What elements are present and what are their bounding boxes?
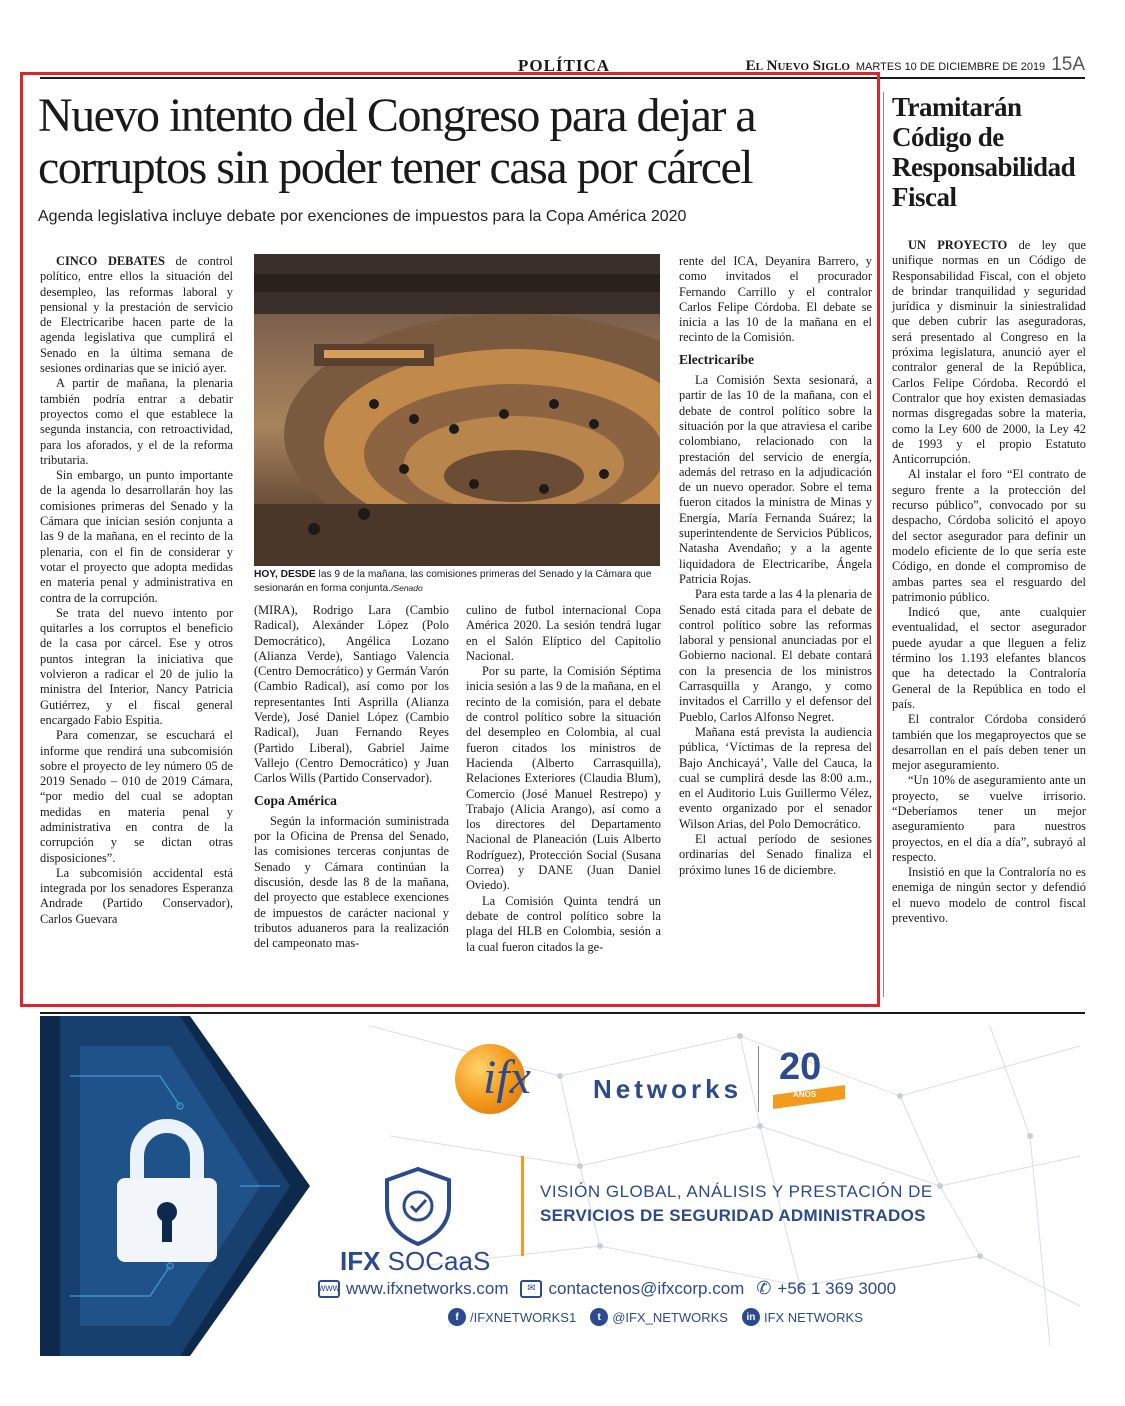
brand-mark: ifx (483, 1051, 531, 1104)
brand-separator (758, 1046, 759, 1112)
article-column-1 (40, 254, 233, 927)
website-contact[interactable]: www www.ifxnetworks.com (318, 1278, 509, 1298)
twitter-link[interactable]: t @IFX_NETWORKS (590, 1308, 728, 1326)
photo-caption: HOY, DESDE las 9 de la mañana, las comisiones primeras del Senado y la Cámara que sesionarán en forma conjunta./Senado (254, 569, 652, 594)
paragraph: culino de futbol internacional Copa América 2020. La sesión tendrá lugar en el Salón Elíptico del Capitolio Nacional. (466, 603, 661, 663)
tagline-line-2: SERVICIOS DE SEGURIDAD ADMINISTRADOS (540, 1206, 926, 1225)
lead-words: CINCO DEBATES (56, 254, 165, 268)
issue-date: MARTES 10 DE DICIEMBRE DE 2019 (855, 61, 1046, 73)
anniversary-label: AÑOS (793, 1090, 817, 1099)
tagline-line-1: VISIÓN GLOBAL, ANÁLISIS Y PRESTACIÓN DE (540, 1182, 933, 1201)
paragraph: Sin embargo, un punto importante de la agenda lo desarrollarán hoy las comisiones primeras del Senado y la Cámara que inician sesión conjunta a las 9 de la mañana, en el recinto de la plenaria, con el fin de considerar y votar el proyecto que adopta medidas en materia penal y administrativa en contra de la corrupción. (40, 468, 233, 605)
sidebar-headline: Tramitarán Código de Responsabilidad Fiscal (892, 92, 1076, 212)
paragraph: UN PROYECTO de ley que unifique normas en un Código de Responsabilidad Fiscal, con el objeto de brindar tranquilidad y seguridad jurídica y disminuir la siniestralidad que deben cubrir las aseguradoras, será presentado al Congreso en la próxima legislatura, anunció ayer el contralor general de la República, Carlos Felipe Córdoba. Recordó el Contralor que hoy existen demasiadas normas disgregadas sobre la materia, como la Ley 600 de 2000, la Ley 42 de 1993 y el propio Estatuto Anticorrupción. (892, 238, 1086, 467)
article-subheadline: Agenda legislativa incluye debate por exenciones de impuestos para la Copa América 2020 (38, 208, 687, 225)
subheading-electricaribe: Electricaribe (679, 351, 754, 367)
article-column-4 (679, 254, 872, 878)
paragraph: Mañana está prevista la audiencia pública, ‘Víctimas de la represa del Bajo Anchicayá’, Valle del Cauca, la cual se cumplirá desde las 8:00 a.m., en el Auditorio Luis Guillermo Vélez, evento organizado por el senador Wilson Arias, del Polo Democrático. (679, 724, 872, 831)
article-column-2 (254, 603, 449, 952)
top-rule (40, 77, 1085, 79)
paragraph: Según la información suministrada por la Oficina de Prensa del Senado, las comisiones terceras conjuntas de Senado y Cámara continúan la discusión, desde las 8 de la mañana, del proyecto que establece exenciones de impuestos de carácter nacional y tributos aduaneros para la realización del campeonato mas- (254, 813, 449, 951)
photo-illustration (254, 254, 660, 566)
sidebar-column (892, 238, 1086, 926)
paragraph: Insistió en que la Contraloría no es enemiga de ningún sector y defendió el nuevo modelo de control fiscal preventivo. (892, 865, 1086, 926)
paragraph: Por su parte, la Comisión Séptima inicia sesión a las 9 de la mañana, en el recinto de la comisión, para el debate de control político sobre la situación del desempleo en Colombia, al cual fueron citados los ministros de Hacienda (Alberto Carrasquilla), Relaciones Exteriores (Claudia Blum), Comercio (José Manuel Restrepo) y Trabajo (Alicia Arango), así como a los directores del Departamento Nacional de Planeación (Luis Alberto Rodríguez), Protección Social (Susana Correa) y DANE (Juan Daniel Oviedo). (466, 664, 661, 893)
column-divider (883, 92, 884, 997)
photo-credit: /Senado (391, 582, 423, 593)
masthead: El Nuevo Siglo (745, 58, 850, 74)
paragraph: Para esta tarde a las 4 la plenaria de Senado está citada para el debate de control político sobre las reformas laboral y pensional anunciadas por el Gobierno nacional. El debate contará con la presencia de los ministros Carrasquilla y Arango, y como invitados el Carrillo y el defensor del Pueblo, Carlos Alfonso Negret. (679, 587, 872, 724)
paragraph: Al instalar el foro “El contrato de seguro frente a la protección del recurso público”, convocado por su despacho, Córdoba solicitó el apoyo del sector asegurador para definir un modelo eficiente de lo que sería este Código, en donde el compromiso de ambas partes sea el resguardo del patrimonio público. (892, 467, 1086, 604)
paragraph: CINCO DEBATES de control político, entre ellos la situación del desempleo, las reformas laboral y pensional y la prestación de servicio de Electricaribe hacen parte de la agenda legislativa que cumplirá el Senado en la última semana de sesiones ordinarias que se inició ayer. (40, 254, 233, 376)
facebook-link[interactable]: f /IFXNETWORKS1 (448, 1308, 576, 1326)
facebook-icon: f (448, 1308, 466, 1326)
web-icon: www (318, 1280, 340, 1298)
page-number: 15A (1051, 54, 1085, 75)
brand-name: Networks (593, 1073, 743, 1104)
padlock-icon (112, 1116, 222, 1266)
paragraph: A partir de mañana, la plenaria también podría entrar a debatir proyectos como el que establece la segunda instancia, con retroactividad, para los aforados, y el de la reforma tributaria. (40, 376, 233, 467)
product-name: IFX SOCaaS (340, 1246, 491, 1276)
paragraph: Para comenzar, se escuchará el informe que rendirá una subcomisión sobre el proyecto de ley número 05 de 2019 Senado – 010 de 2019 Cámara, “por medio del cual se adoptan medidas en materia penal y administrativa en contra de la corrupción y se dictan otras disposiciones”. (40, 728, 233, 865)
paragraph: rente del ICA, Deyanira Barrero, y como invitados el procurador Fernando Carrillo y el contralor Carlos Felipe Córdoba. El debate se inicia a las 10 de la mañana en el recinto de la Comisión. (679, 254, 872, 345)
accent-bar (521, 1156, 524, 1256)
section-label: POLÍTICA (518, 56, 611, 75)
twitter-icon: t (590, 1308, 608, 1326)
phone-icon: ✆ (756, 1278, 772, 1298)
page-header (746, 54, 1085, 76)
phone-contact[interactable]: ✆ +56 1 369 3000 (756, 1278, 897, 1298)
globe-icon (455, 1044, 531, 1114)
mail-icon: ✉ (520, 1280, 542, 1298)
email-contact[interactable]: ✉ contactenos@ifxcorp.com (520, 1279, 744, 1299)
paragraph: “Un 10% de aseguramiento ante un proyecto, se vuelve irrisorio. “Deberíamos tener un mejor aseguramiento para nuestros proyectos, en el día a día”, subrayó al respecto. (892, 773, 1086, 864)
social-row (448, 1308, 863, 1326)
anniversary-badge (769, 1046, 849, 1112)
paragraph: El actual período de sesiones ordinarias del Senado finaliza el próximo lunes 16 de diciembre. (679, 831, 872, 877)
article-headline: Nuevo intento del Congreso para dejar a corruptos sin poder tener casa por cárcel (38, 89, 756, 194)
lead-words: UN PROYECTO (908, 238, 1008, 252)
ifx-brand-logo (455, 1044, 849, 1114)
ad-rule (40, 1012, 1085, 1014)
paragraph: La Comisión Sexta sesionará, a partir de las 10 de la mañana, con el debate de control político sobre la situación por la que atraviesa el caribe colombiano, relacionado con la prestación del servicio de energía, además del retraso en la adjudicación de un nuevo operador. Sobre el tema fueron citados la ministra de Minas y Energía, María Fernanda Suárez; la superintendente de Servicios Públicos, Natasha Avendaño; y a la agente liquidadora de Electricaribe, Ángela Patricia Rojas. (679, 373, 872, 586)
ifx-advertisement (40, 1016, 1085, 1356)
paragraph: Se trata del nuevo intento por quitarles a los corruptos el beneficio de la casa por cárcel. Ese y otros puntos integran la iniciativa que volvieron a radicar el 20 de julio la ministra del Interior, Nancy Patricia Gutiérrez, y el fiscal general encargado Fabio Espitia. (40, 605, 233, 727)
linkedin-icon: in (742, 1308, 760, 1326)
paragraph: (MIRA), Rodrigo Lara (Cambio Radical), Alexánder López (Polo Democrático), Angélica Lozano (Alianza Verde), Santiago Valencia (Centro Democrático) y Germán Varón (Cambio Radical), así como por los representantes Inti Asprilla (Alianza Verde), José Daniel López (Cambio Radical), Juan Fernando Reyes (Partido Liberal), Gabriel Jaime Vallejo (Centro Democrático) y Juan Carlos Wills (Partido Conservador). (254, 603, 449, 786)
article-column-3 (466, 603, 661, 955)
senate-chamber-photo (254, 254, 660, 566)
paragraph: La Comisión Quinta tendrá un debate de control político sobre la plaga del HLB en Colombia, sesión a la cual fueron citados la ge- (466, 893, 661, 954)
linkedin-link[interactable]: in IFX NETWORKS (742, 1308, 863, 1326)
paragraph: Indicó que, ante cualquier eventualidad, el sector asegurador puede ayudar a que lleguen a feliz término los 1.193 elefantes blancos que ha detectado la Contraloría General de la República en todo el país. (892, 605, 1086, 711)
paragraph: La subcomisión accidental está integrada por los senadores Esperanza Andrade (Partido Conservador), Carlos Guevara (40, 865, 233, 926)
paragraph: El contralor Córdoba consideró también que los megaproyectos que se desarrollan en el país deben tener un mejor aseguramiento. (892, 712, 1086, 773)
shield-check-icon (383, 1166, 453, 1246)
subheading-copa-america: Copa América (254, 792, 337, 808)
anniversary-number: 20 (779, 1046, 822, 1088)
contact-row (318, 1278, 896, 1299)
